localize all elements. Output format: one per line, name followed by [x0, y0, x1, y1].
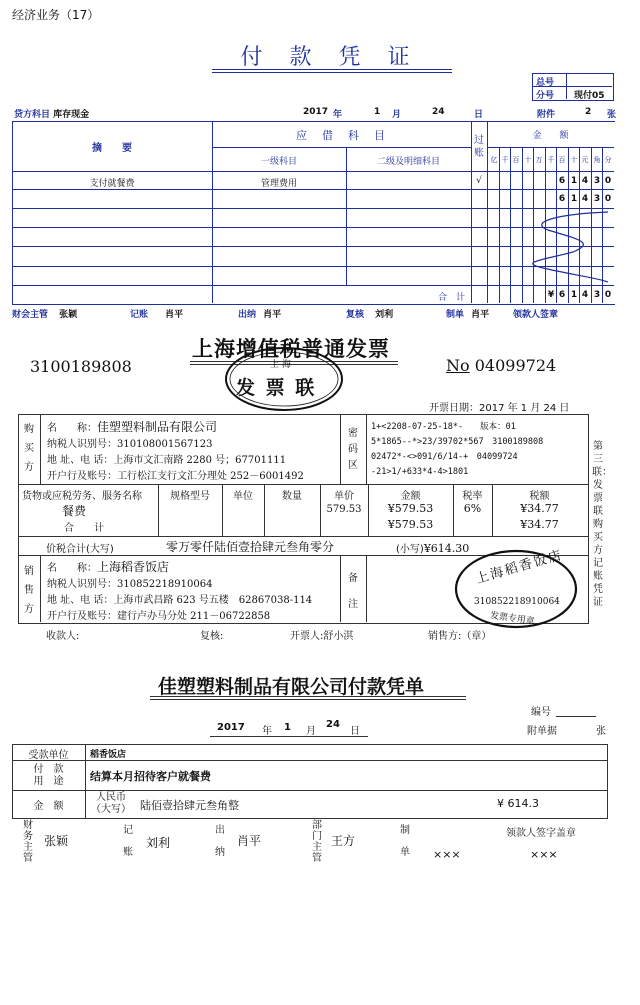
row1-digit: 1 — [570, 176, 578, 186]
item-name: 餐费 — [62, 504, 87, 518]
rmb-label: 人民币 （大写） — [91, 792, 131, 815]
item-price: 579.53 — [326, 504, 362, 515]
maker: 肖平 — [471, 310, 490, 320]
seller-addr: 上海市武昌路 623 号五楼 62867038-114 — [113, 595, 313, 606]
cipher-block — [371, 420, 543, 480]
slip-year: 2017 — [217, 722, 245, 733]
digit-header: 角 — [593, 156, 601, 164]
slip-accountant-label: 财务主管 — [23, 820, 33, 864]
slip-month-label: 月 — [306, 726, 316, 737]
seller-block — [47, 559, 312, 625]
maker-label: 制单 — [446, 310, 465, 320]
seller-bank: 建行卢办马分处 211－06722858 — [117, 611, 271, 622]
col-goods: 货物或应税劳务、服务名称 — [22, 491, 142, 502]
header-level2: 二级及明细科目 — [376, 157, 440, 167]
attach-label: 附件 — [537, 110, 556, 120]
col-qty: 数量 — [282, 491, 302, 502]
digit-header: 十 — [570, 156, 578, 164]
total-digit: ¥ — [547, 290, 555, 300]
payee-unit-label: 受款单位 — [28, 750, 69, 761]
header-summary: 摘 要 — [92, 143, 132, 154]
cipher-line-1: 1+<2208-07-25-18*- 版本：01 — [371, 422, 516, 432]
digit-header: 百 — [558, 156, 566, 164]
row1-check: √ — [476, 176, 482, 186]
buyer-tax: 310108001567123 — [117, 439, 213, 450]
accountant-label: 财会主管 — [12, 310, 49, 320]
buyer-block — [47, 419, 304, 485]
total-small-label: (小写) — [396, 544, 424, 555]
credit-label: 贷方科目 — [14, 110, 51, 120]
item-rate: 6% — [463, 502, 482, 515]
buyer-tax-label: 纳税人识别号： — [47, 439, 117, 450]
total-words: 零万零仟陆佰壹拾肆元叁角零分 — [166, 540, 335, 554]
invoice-no: 04099724 — [474, 356, 557, 375]
seller-addr-label: 地 址、电 话： — [47, 595, 114, 606]
total-digit: 6 — [558, 290, 566, 300]
row1-digit: 0 — [604, 176, 612, 186]
col-tax: 税额 — [529, 491, 550, 502]
invoice-code: 3100189808 — [30, 357, 132, 376]
col-price: 单价 — [334, 491, 354, 502]
credit-value: 库存现金 — [53, 110, 90, 120]
slip-month: 1 — [284, 722, 291, 733]
total-digit: 1 — [570, 290, 578, 300]
seller-name-label: 名 称： — [47, 563, 97, 574]
zong-hao-label: 总号 — [536, 78, 555, 88]
col-amount: 金额 — [400, 491, 421, 502]
digit-header: 千 — [501, 156, 509, 164]
slip-day: 24 — [326, 719, 340, 730]
invoice-side-note: 第三联：发票联 购买方记账凭证 — [592, 441, 613, 608]
voucher-year: 2017 — [303, 107, 329, 117]
row2-digit: 1 — [570, 194, 578, 204]
voucher-title: 付 款 凭 证 — [240, 45, 420, 70]
cipher-line-2: 5*1865--*>23/39702*567 3100189808 — [371, 437, 544, 447]
bookkeeper-label: 记账 — [130, 310, 149, 320]
row1-digit: 3 — [593, 176, 601, 186]
digit-header: 元 — [581, 156, 589, 164]
date-label: 开票日期： — [429, 403, 479, 414]
payee-label: 收款人: — [46, 631, 80, 642]
row1-summary: 支付就餐费 — [89, 179, 135, 189]
month-label: 月 — [392, 110, 402, 120]
voucher-footer — [12, 307, 77, 320]
slip-attach-unit: 张 — [596, 726, 606, 737]
buyer-side-label: 购买方 — [24, 424, 34, 473]
cashier: 肖平 — [263, 310, 282, 320]
invoice-no-prefix: No — [446, 356, 470, 375]
invoice-title: 上海增值税普通发票 — [192, 336, 390, 361]
fen-hao-value: 现付05 — [574, 91, 605, 101]
item-tax: ¥34.77 — [520, 502, 559, 515]
total-words-label: 价税合计(大写) — [46, 544, 114, 555]
purpose-label: 付 款 用 途 — [33, 764, 64, 787]
col-rate: 税率 — [462, 491, 483, 502]
issuer: 舒小淇 — [323, 631, 354, 642]
seller-name: 上海稻香饭店 — [97, 560, 170, 574]
day-label: 日 — [474, 110, 484, 120]
seller-tax-label: 纳税人识别号： — [47, 579, 117, 590]
header-level1: 一级科目 — [260, 157, 297, 167]
invoice-date: 2017 年 1 月 24 日 — [479, 403, 570, 414]
total-digit: 0 — [604, 290, 612, 300]
slip-bookkeeper: 刘利 — [146, 836, 171, 850]
slip-day-label: 日 — [350, 726, 360, 737]
row2-digit: 6 — [558, 194, 566, 204]
accountant: 张颖 — [59, 310, 78, 320]
reviewer: 刘利 — [375, 310, 394, 320]
digit-header: 十 — [524, 156, 532, 164]
slip-receiver: ××× — [530, 848, 558, 861]
item-amount: ¥579.53 — [387, 502, 434, 515]
total-label: 合 计 — [438, 293, 466, 303]
row2-digit: 4 — [581, 194, 589, 204]
slip-receiver-label: 领款人签字盖章 — [506, 828, 576, 839]
stamp-inner: 发 票 联 — [236, 377, 317, 399]
year-label: 年 — [333, 110, 343, 120]
attach-count: 2 — [585, 107, 592, 117]
slip-attach-label: 附单据 — [527, 726, 557, 737]
cancel-curve — [488, 208, 614, 286]
buyer-addr-label: 地 址、电 话： — [47, 455, 114, 466]
slip-title: 佳塑塑料制品有限公司付款凭单 — [158, 676, 425, 698]
slip-accountant: 张颖 — [44, 834, 69, 848]
bookkeeper: 肖平 — [165, 310, 184, 320]
seller-bank-label: 开户行及账号： — [47, 611, 117, 622]
reviewer-label: 复核 — [346, 310, 365, 320]
header-amount: 金 额 — [532, 131, 569, 141]
stamp-text: 上 海 — [270, 360, 291, 370]
total-small: ¥614.30 — [423, 542, 470, 555]
row1-account: 管理费用 — [260, 179, 297, 189]
digit-header: 万 — [535, 156, 543, 164]
buyer-addr: 上海市文汇南路 2280 号；67701111 — [113, 455, 287, 466]
slip-cashier: 肖平 — [237, 834, 262, 848]
row1-digit: 6 — [558, 176, 566, 186]
seller-tax: 310852218910064 — [117, 579, 213, 590]
cipher-side-label: 密码区 — [348, 428, 358, 471]
total-digit: 3 — [593, 290, 601, 300]
slip-bookkeeper-label: 记 账 — [123, 825, 143, 858]
cipher-line-3: 02472*-<>091/6/14-+ 04099724 — [371, 452, 518, 462]
amount-words: 陆佰壹拾肆元叁角整 — [140, 799, 239, 812]
amount-small: ¥ 614.3 — [497, 797, 539, 810]
subtotal-tax: ¥34.77 — [520, 518, 559, 531]
slip-cashier-label: 出 纳 — [215, 825, 235, 858]
col-spec: 规格型号 — [170, 491, 210, 502]
slip-number-label: 编号 — [531, 707, 551, 718]
slip-maker: ××× — [433, 848, 461, 861]
seal-name: 上海稻香饭店 — [474, 547, 565, 588]
row1-digit: 4 — [581, 176, 589, 186]
digit-header: 分 — [604, 156, 612, 164]
cashier-label: 出纳 — [238, 310, 257, 320]
slip-dept-label: 部门主管 — [312, 820, 322, 864]
buyer-name-label: 名 称： — [47, 423, 97, 434]
header-debit: 应 借 科 目 — [296, 129, 387, 142]
amount-label: 金 额 — [33, 801, 64, 812]
receiver-label: 领款人签章 — [513, 310, 559, 320]
seller-sign-label: 销售方:（章） — [428, 631, 492, 642]
seal-bottom: 发票专用章 — [489, 610, 536, 628]
buyer-bank-label: 开户行及账号： — [47, 471, 117, 482]
digit-header: 千 — [547, 156, 555, 164]
subtotal-label: 合 计 — [64, 523, 104, 534]
attach-unit: 张 — [607, 110, 617, 120]
digit-header: 亿 — [490, 156, 498, 164]
issuer-label: 开票人: — [290, 631, 324, 642]
slip-year-label: 年 — [262, 726, 272, 737]
row2-digit: 0 — [604, 194, 612, 204]
buyer-name: 佳塑塑料制品有限公司 — [97, 420, 218, 434]
seller-side-label: 销售方 — [24, 566, 34, 615]
cipher-line-4: -21>1/+633*4-4>1801 — [371, 467, 469, 477]
header-posted: 过账 — [474, 135, 484, 159]
total-digit: 4 — [581, 290, 589, 300]
slip-dept: 王方 — [331, 834, 356, 848]
col-unit: 单位 — [233, 491, 253, 502]
digit-header: 百 — [512, 156, 520, 164]
payee-unit: 稻香饭店 — [90, 750, 127, 760]
voucher-month: 1 — [374, 107, 381, 117]
fen-hao-label: 分号 — [536, 91, 555, 101]
invoice-review-label: 复核: — [200, 631, 224, 642]
voucher-day: 24 — [432, 107, 445, 117]
subtotal-amount: ¥579.53 — [387, 518, 434, 531]
purpose: 结算本月招待客户就餐费 — [90, 770, 211, 783]
seal-number: 310852218910064 — [474, 597, 560, 607]
buyer-bank: 工行松江支行文汇分理处 252－6001492 — [117, 471, 304, 482]
row2-digit: 3 — [593, 194, 601, 204]
remark-side-label: 备注 — [348, 573, 358, 610]
slip-maker-label: 制 单 — [400, 825, 420, 858]
page-title: 经济业务（17） — [12, 8, 100, 22]
